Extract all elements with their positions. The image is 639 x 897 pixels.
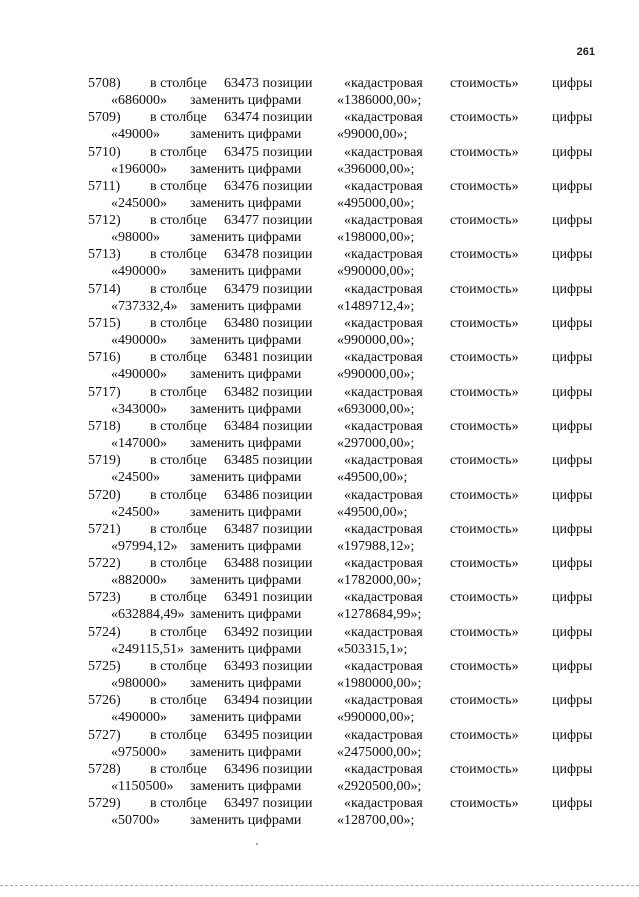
list-item xyxy=(0,281,639,315)
cadastral-word: «кадастровая xyxy=(344,453,423,469)
replace-phrase: заменить цифрами xyxy=(190,710,302,726)
page-number: 261 xyxy=(576,46,595,58)
cadastral-word: «кадастровая xyxy=(344,624,423,640)
column-word: в столбце xyxy=(150,178,207,194)
list-item xyxy=(0,178,639,212)
new-value: «1278684,99»; xyxy=(337,607,422,623)
replace-phrase: заменить цифрами xyxy=(190,470,302,486)
position-ref xyxy=(224,521,313,538)
column-word: в столбце xyxy=(150,144,207,160)
position-ref xyxy=(224,555,313,572)
new-value: «396000,00»; xyxy=(337,161,415,177)
list-item xyxy=(0,692,639,726)
position-word: позиции xyxy=(262,418,313,434)
position-word: позиции xyxy=(262,487,313,503)
old-value: «147000» xyxy=(111,435,167,451)
position-ref xyxy=(224,658,313,675)
old-value: «97994,12» xyxy=(111,538,178,554)
replace-phrase: заменить цифрами xyxy=(190,641,302,657)
column-word: в столбце xyxy=(150,590,207,606)
replace-phrase: заменить цифрами xyxy=(190,93,302,108)
list-item xyxy=(0,109,639,143)
new-value: «297000,00»; xyxy=(337,435,415,451)
value-word: стоимость» xyxy=(450,624,519,640)
cadastral-word: «кадастровая xyxy=(344,556,423,572)
list-item xyxy=(0,452,639,486)
item-number: 5710) xyxy=(88,144,121,160)
position-number: 63481 xyxy=(224,350,259,366)
new-value: «503315,1»; xyxy=(337,641,408,657)
value-word: стоимость» xyxy=(450,350,519,366)
item-number: 5720) xyxy=(88,487,121,503)
position-number: 63495 xyxy=(224,727,259,743)
position-number: 63484 xyxy=(224,418,259,434)
old-value: «24500» xyxy=(111,470,160,486)
position-ref xyxy=(224,384,313,401)
digits-word: цифры xyxy=(552,247,593,263)
column-word: в столбце xyxy=(150,350,207,366)
value-word: стоимость» xyxy=(450,178,519,194)
item-number: 5727) xyxy=(88,727,121,743)
position-word: позиции xyxy=(262,624,313,640)
position-word: позиции xyxy=(262,178,313,194)
position-word: позиции xyxy=(262,110,313,126)
position-word: позиции xyxy=(262,521,313,537)
column-word: в столбце xyxy=(150,624,207,640)
position-word: позиции xyxy=(262,76,313,91)
old-value: «490000» xyxy=(111,710,167,726)
list-item xyxy=(0,589,639,623)
column-word: в столбце xyxy=(150,693,207,709)
position-number: 63488 xyxy=(224,556,259,572)
replace-phrase: заменить цифрами xyxy=(190,367,302,383)
old-value: «980000» xyxy=(111,676,167,692)
position-number: 63479 xyxy=(224,281,259,297)
cadastral-word: «кадастровая xyxy=(344,76,423,91)
new-value: «99000,00»; xyxy=(337,127,408,143)
replace-phrase: заменить цифрами xyxy=(190,813,302,829)
position-number: 63480 xyxy=(224,316,259,332)
cadastral-word: «кадастровая xyxy=(344,178,423,194)
column-word: в столбце xyxy=(150,487,207,503)
digits-word: цифры xyxy=(552,761,593,777)
value-word: стоимость» xyxy=(450,556,519,572)
replace-phrase: заменить цифрами xyxy=(190,401,302,417)
position-word: позиции xyxy=(262,693,313,709)
cadastral-word: «кадастровая xyxy=(344,213,423,229)
replace-phrase: заменить цифрами xyxy=(190,676,302,692)
column-word: в столбце xyxy=(150,213,207,229)
column-word: в столбце xyxy=(150,521,207,537)
old-value: «975000» xyxy=(111,744,167,760)
value-word: стоимость» xyxy=(450,144,519,160)
list-item xyxy=(0,75,639,109)
list-item xyxy=(0,727,639,761)
page-bottom-edge xyxy=(0,885,639,886)
digits-word: цифры xyxy=(552,144,593,160)
column-word: в столбце xyxy=(150,796,207,812)
old-value: «196000» xyxy=(111,161,167,177)
value-word: стоимость» xyxy=(450,693,519,709)
column-word: в столбце xyxy=(150,247,207,263)
position-ref xyxy=(224,212,313,229)
new-value: «990000,00»; xyxy=(337,710,415,726)
item-number: 5721) xyxy=(88,521,121,537)
old-value: «24500» xyxy=(111,504,160,520)
value-word: стоимость» xyxy=(450,453,519,469)
old-value: «1150500» xyxy=(111,778,174,794)
replace-phrase: заменить цифрами xyxy=(190,298,302,314)
column-word: в столбце xyxy=(150,110,207,126)
column-word: в столбце xyxy=(150,384,207,400)
scan-speck xyxy=(256,843,258,845)
value-word: стоимость» xyxy=(450,247,519,263)
item-number: 5726) xyxy=(88,693,121,709)
position-word: позиции xyxy=(262,144,313,160)
list-item xyxy=(0,487,639,521)
replace-phrase: заменить цифрами xyxy=(190,744,302,760)
position-number: 63473 xyxy=(224,76,259,91)
position-ref xyxy=(224,144,313,161)
list-item xyxy=(0,418,639,452)
old-value: «632884,49» xyxy=(111,607,185,623)
value-word: стоимость» xyxy=(450,384,519,400)
cadastral-word: «кадастровая xyxy=(344,761,423,777)
position-ref xyxy=(224,246,313,263)
position-ref xyxy=(224,452,313,469)
position-word: позиции xyxy=(262,796,313,812)
column-word: в столбце xyxy=(150,316,207,332)
position-ref xyxy=(224,727,313,744)
digits-word: цифры xyxy=(552,556,593,572)
value-word: стоимость» xyxy=(450,110,519,126)
item-number: 5714) xyxy=(88,281,121,297)
column-word: в столбце xyxy=(150,727,207,743)
position-word: позиции xyxy=(262,281,313,297)
position-word: позиции xyxy=(262,590,313,606)
item-number: 5718) xyxy=(88,418,121,434)
cadastral-word: «кадастровая xyxy=(344,727,423,743)
list-item xyxy=(0,624,639,658)
new-value: «49500,00»; xyxy=(337,504,408,520)
digits-word: цифры xyxy=(552,590,593,606)
digits-word: цифры xyxy=(552,281,593,297)
position-number: 63487 xyxy=(224,521,259,537)
position-word: позиции xyxy=(262,556,313,572)
new-value: «197988,12»; xyxy=(337,538,415,554)
new-value: «990000,00»; xyxy=(337,264,415,280)
old-value: «882000» xyxy=(111,573,167,589)
position-word: позиции xyxy=(262,659,313,675)
new-value: «990000,00»; xyxy=(337,367,415,383)
position-word: позиции xyxy=(262,316,313,332)
new-value: «990000,00»; xyxy=(337,333,415,349)
digits-word: цифры xyxy=(552,350,593,366)
digits-word: цифры xyxy=(552,487,593,503)
value-word: стоимость» xyxy=(450,727,519,743)
list-item xyxy=(0,384,639,418)
old-value: «490000» xyxy=(111,367,167,383)
position-word: позиции xyxy=(262,761,313,777)
replace-phrase: заменить цифрами xyxy=(190,538,302,554)
old-value: «50700» xyxy=(111,813,160,829)
position-number: 63494 xyxy=(224,693,259,709)
replace-phrase: заменить цифрами xyxy=(190,573,302,589)
item-number: 5717) xyxy=(88,384,121,400)
item-number: 5709) xyxy=(88,110,121,126)
value-word: стоимость» xyxy=(450,281,519,297)
replace-phrase: заменить цифрами xyxy=(190,264,302,280)
cadastral-word: «кадастровая xyxy=(344,418,423,434)
list-item xyxy=(0,349,639,383)
position-number: 63486 xyxy=(224,487,259,503)
amendment-list xyxy=(0,75,639,830)
position-ref xyxy=(224,349,313,366)
position-ref xyxy=(224,75,313,92)
position-number: 63491 xyxy=(224,590,259,606)
position-number: 63474 xyxy=(224,110,259,126)
item-number: 5711) xyxy=(88,178,121,194)
position-ref xyxy=(224,795,313,812)
list-item xyxy=(0,315,639,349)
item-number: 5715) xyxy=(88,316,121,332)
replace-phrase: заменить цифрами xyxy=(190,195,302,211)
item-number: 5728) xyxy=(88,761,121,777)
cadastral-word: «кадастровая xyxy=(344,796,423,812)
position-word: позиции xyxy=(262,247,313,263)
replace-phrase: заменить цифрами xyxy=(190,127,302,143)
digits-word: цифры xyxy=(552,418,593,434)
position-ref xyxy=(224,624,313,641)
replace-phrase: заменить цифрами xyxy=(190,504,302,520)
position-number: 63485 xyxy=(224,453,259,469)
new-value: «495000,00»; xyxy=(337,195,415,211)
cadastral-word: «кадастровая xyxy=(344,350,423,366)
cadastral-word: «кадастровая xyxy=(344,247,423,263)
cadastral-word: «кадастровая xyxy=(344,281,423,297)
position-ref xyxy=(224,761,313,778)
position-word: позиции xyxy=(262,384,313,400)
column-word: в столбце xyxy=(150,453,207,469)
digits-word: цифры xyxy=(552,659,593,675)
list-item xyxy=(0,795,639,829)
cadastral-word: «кадастровая xyxy=(344,144,423,160)
new-value: «1386000,00»; xyxy=(337,93,422,108)
position-number: 63492 xyxy=(224,624,259,640)
digits-word: цифры xyxy=(552,76,593,91)
digits-word: цифры xyxy=(552,384,593,400)
position-number: 63476 xyxy=(224,178,259,194)
cadastral-word: «кадастровая xyxy=(344,590,423,606)
list-item xyxy=(0,212,639,246)
new-value: «49500,00»; xyxy=(337,470,408,486)
position-ref xyxy=(224,109,313,126)
digits-word: цифры xyxy=(552,693,593,709)
position-number: 63497 xyxy=(224,796,259,812)
cadastral-word: «кадастровая xyxy=(344,316,423,332)
replace-phrase: заменить цифрами xyxy=(190,333,302,349)
position-word: позиции xyxy=(262,727,313,743)
item-number: 5716) xyxy=(88,350,121,366)
list-item xyxy=(0,144,639,178)
value-word: стоимость» xyxy=(450,659,519,675)
digits-word: цифры xyxy=(552,213,593,229)
item-number: 5712) xyxy=(88,213,121,229)
value-word: стоимость» xyxy=(450,418,519,434)
digits-word: цифры xyxy=(552,453,593,469)
position-number: 63482 xyxy=(224,384,259,400)
new-value: «198000,00»; xyxy=(337,230,415,246)
position-ref xyxy=(224,692,313,709)
replace-phrase: заменить цифрами xyxy=(190,435,302,451)
list-item xyxy=(0,521,639,555)
position-number: 63477 xyxy=(224,213,259,229)
value-word: стоимость» xyxy=(450,316,519,332)
cadastral-word: «кадастровая xyxy=(344,110,423,126)
position-ref xyxy=(224,315,313,332)
new-value: «2475000,00»; xyxy=(337,744,422,760)
list-item xyxy=(0,246,639,280)
replace-phrase: заменить цифрами xyxy=(190,607,302,623)
old-value: «686000» xyxy=(111,93,167,108)
item-number: 5722) xyxy=(88,556,121,572)
digits-word: цифры xyxy=(552,727,593,743)
old-value: «49000» xyxy=(111,127,160,143)
replace-phrase: заменить цифрами xyxy=(190,230,302,246)
digits-word: цифры xyxy=(552,316,593,332)
column-word: в столбце xyxy=(150,659,207,675)
list-item xyxy=(0,761,639,795)
column-word: в столбце xyxy=(150,761,207,777)
item-number: 5729) xyxy=(88,796,121,812)
new-value: «1489712,4»; xyxy=(337,298,415,314)
digits-word: цифры xyxy=(552,796,593,812)
new-value: «128700,00»; xyxy=(337,813,415,829)
list-item xyxy=(0,658,639,692)
value-word: стоимость» xyxy=(450,590,519,606)
item-number: 5708) xyxy=(88,76,121,91)
digits-word: цифры xyxy=(552,521,593,537)
column-word: в столбце xyxy=(150,281,207,297)
position-number: 63478 xyxy=(224,247,259,263)
value-word: стоимость» xyxy=(450,521,519,537)
new-value: «1782000,00»; xyxy=(337,573,422,589)
new-value: «1980000,00»; xyxy=(337,676,422,692)
value-word: стоимость» xyxy=(450,213,519,229)
position-ref xyxy=(224,281,313,298)
position-ref xyxy=(224,418,313,435)
old-value: «249115,51» xyxy=(111,641,184,657)
replace-phrase: заменить цифрами xyxy=(190,161,302,177)
cadastral-word: «кадастровая xyxy=(344,487,423,503)
item-number: 5723) xyxy=(88,590,121,606)
replace-phrase: заменить цифрами xyxy=(190,778,302,794)
value-word: стоимость» xyxy=(450,796,519,812)
position-ref xyxy=(224,178,313,195)
digits-word: цифры xyxy=(552,178,593,194)
new-value: «693000,00»; xyxy=(337,401,415,417)
digits-word: цифры xyxy=(552,624,593,640)
position-word: позиции xyxy=(262,350,313,366)
position-number: 63496 xyxy=(224,761,259,777)
old-value: «245000» xyxy=(111,195,167,211)
old-value: «98000» xyxy=(111,230,160,246)
item-number: 5713) xyxy=(88,247,121,263)
new-value: «2920500,00»; xyxy=(337,778,422,794)
position-ref xyxy=(224,487,313,504)
value-word: стоимость» xyxy=(450,761,519,777)
column-word: в столбце xyxy=(150,556,207,572)
value-word: стоимость» xyxy=(450,76,519,91)
position-word: позиции xyxy=(262,213,313,229)
old-value: «490000» xyxy=(111,333,167,349)
old-value: «343000» xyxy=(111,401,167,417)
position-ref xyxy=(224,589,313,606)
old-value: «737332,4» xyxy=(111,298,178,314)
old-value: «490000» xyxy=(111,264,167,280)
column-word: в столбце xyxy=(150,76,207,91)
cadastral-word: «кадастровая xyxy=(344,659,423,675)
cadastral-word: «кадастровая xyxy=(344,693,423,709)
position-number: 63475 xyxy=(224,144,259,160)
list-item xyxy=(0,555,639,589)
cadastral-word: «кадастровая xyxy=(344,384,423,400)
item-number: 5724) xyxy=(88,624,121,640)
cadastral-word: «кадастровая xyxy=(344,521,423,537)
position-word: позиции xyxy=(262,453,313,469)
digits-word: цифры xyxy=(552,110,593,126)
item-number: 5725) xyxy=(88,659,121,675)
column-word: в столбце xyxy=(150,418,207,434)
item-number: 5719) xyxy=(88,453,121,469)
position-number: 63493 xyxy=(224,659,259,675)
value-word: стоимость» xyxy=(450,487,519,503)
